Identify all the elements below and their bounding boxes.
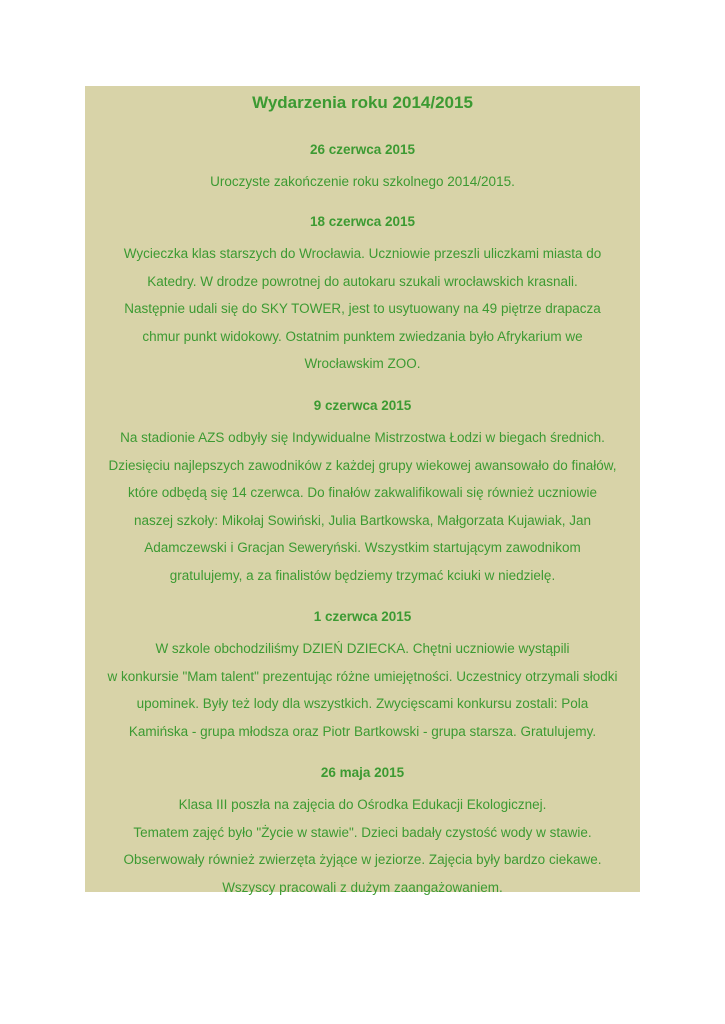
event-entry: [85, 763, 640, 901]
event-description: [85, 635, 640, 745]
event-date: 26 czerwca 2015: [309, 142, 416, 157]
event-entry: [85, 212, 640, 378]
event-text-line: Obserwowały również zwierzęta żyjące w jeziorze. Zajęcia były bardzo ciekawe.: [123, 852, 602, 867]
event-text-line: Tematem zajęć było "Życie w stawie". Dzieci badały czystość wody w stawie.: [133, 824, 592, 840]
event-text-line: Dziesięciu najlepszych zawodników z każdej grupy wiekowej awansowało do finałów,: [108, 457, 617, 473]
event-text-line: Uroczyste zakończenie roku szkolnego 2014/2015.: [210, 174, 515, 189]
event-description: [85, 424, 640, 589]
event-text-line: Wycieczka klas starszych do Wrocławia. Uczniowie przeszli uliczkami miasta do: [123, 246, 602, 261]
event-text-line: Następnie udali się do SKY TOWER, jest to usytuowany na 49 piętrze drapacza: [124, 301, 601, 316]
event-text-line: gratulujemy, a za finalistów będziemy trzymać kciuki w niedzielę.: [169, 567, 556, 583]
event-text-line: które odbędą się 14 czerwca. Do finałów zakwalifikowali się również uczniowie: [128, 485, 597, 500]
event-date: 18 czerwca 2015: [309, 214, 416, 229]
event-entry: [85, 607, 640, 745]
event-text-line: naszej szkoły: Mikołaj Sowiński, Julia Bartkowska, Małgorzata Kujawiak, Jan: [134, 512, 591, 528]
event-text-line: Adamczewski i Gracjan Seweryński. Wszystkim startującym zawodnikom: [144, 540, 581, 555]
event-text-line: chmur punkt widokowy. Ostatnim punktem zwiedzania było Afrykarium we: [142, 328, 583, 344]
event-date: 26 maja 2015: [320, 765, 405, 780]
event-text-line: W szkole obchodziliśmy DZIEŃ DZIECKA. Chętni uczniowie wystąpili: [155, 641, 570, 656]
event-text-line: upominek. Były też lody dla wszystkich. Zwycięscami konkursu zostali: Pola: [136, 696, 589, 711]
events-panel: [85, 86, 640, 895]
event-text-line: Wszyscy pracowali z dużym zaangażowaniem.: [222, 879, 503, 895]
event-text-line: Na stadionie AZS odbyły się Indywidualne Mistrzostwa Łodzi w biegach średnich.: [120, 430, 605, 445]
event-description: [85, 791, 640, 901]
event-text-line: Katedry. W drodze powrotnej do autokaru szukali wrocławskich krasnali.: [147, 273, 578, 289]
event-entry: [85, 140, 640, 196]
event-date: 9 czerwca 2015: [313, 398, 412, 413]
event-description: [85, 240, 640, 378]
event-text-line: Klasa III poszła na zajęcia do Ośrodka Edukacji Ekologicznej.: [178, 797, 547, 812]
event-date: 1 czerwca 2015: [313, 609, 412, 624]
event-text-line: Kamińska - grupa młodsza oraz Piotr Bartkowski - grupa starsza. Gratulujemy.: [128, 723, 597, 739]
page-title: Wydarzenia roku 2014/2015: [252, 93, 473, 112]
event-description: [85, 168, 640, 196]
event-entry: [85, 396, 640, 589]
event-text-line: w konkursie "Mam talent" prezentując różne umiejętności. Uczestnicy otrzymali słodki: [107, 668, 618, 684]
event-text-line: Wrocławskim ZOO.: [304, 356, 421, 371]
